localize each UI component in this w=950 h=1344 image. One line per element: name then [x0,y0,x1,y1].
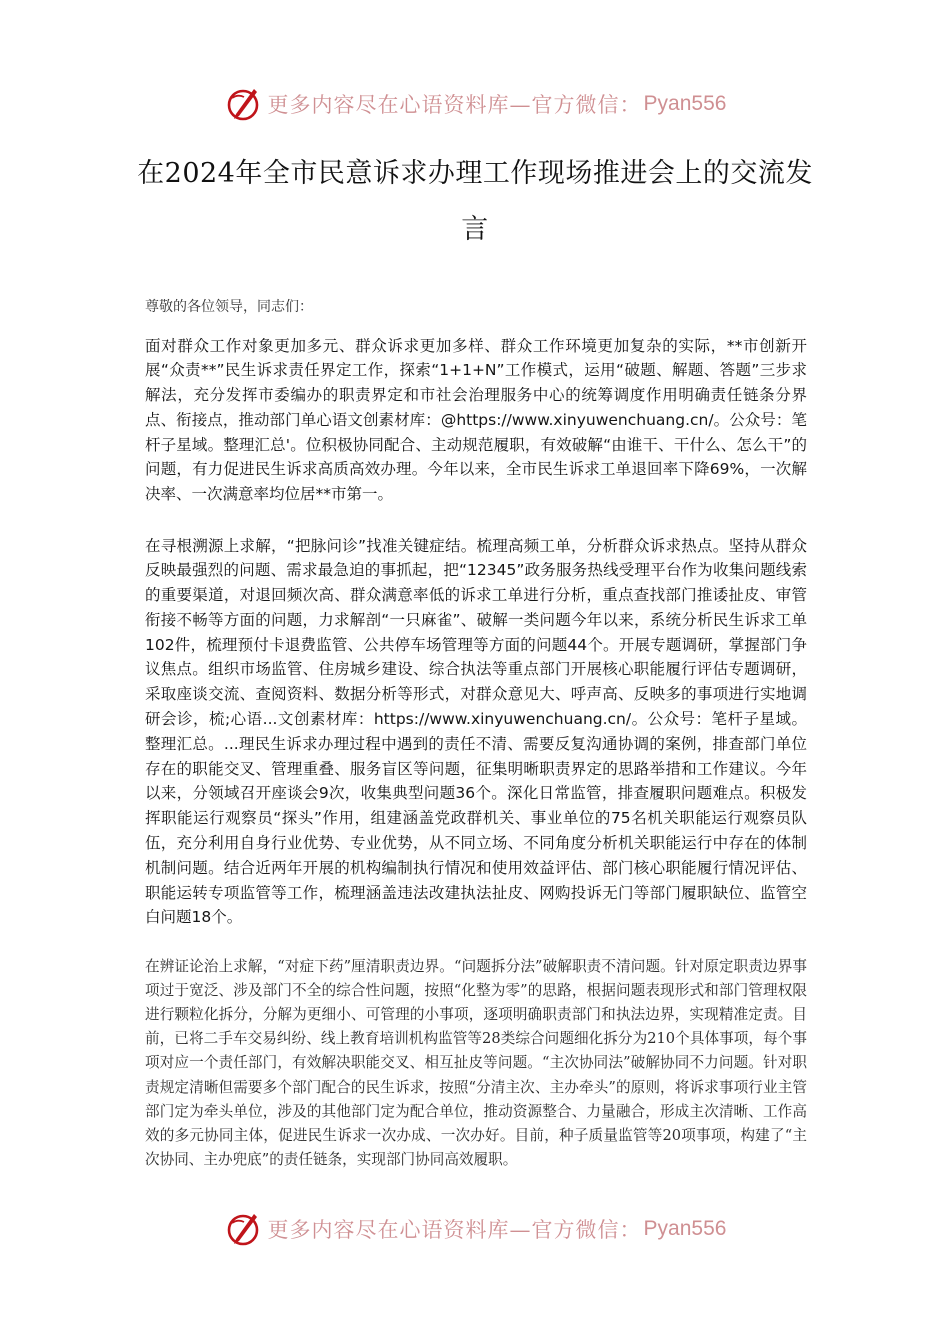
watermark-tagline: 更多内容尽在心语资料库—官方微信： [267,93,642,117]
pen-logo-icon [224,1209,264,1249]
watermark-banner-bottom [0,1207,950,1251]
watermark-wechat-id: Pyan556 [643,1217,727,1240]
watermark-banner-top [0,82,950,126]
document-title: 在2024年全市民意诉求办理工作现场推进会上的交流发言 [137,158,813,245]
greeting: 尊敬的各位领导，同志们： [145,299,313,315]
paragraph-dialectic: 在辨证论治上求解，“对症下药”厘清职责边界。“问题拆分法”破解职责不清问题。针对原定职责边界事项过于宽泛、涉及部门不全的综合性问题，按照“化整为零”的思路，根据问题表现形式和部门管理权限进行颗粒化拆分，分解为更细小、可管理的小事项，逐项明确职责部门和执法边界，实现精准定责。目前，已将二手车交易纠纷、线上教育培训机构监管等28类综合问题细化拆分为210个具体事项，每个事项对应一个责任部门，有效解决职能交叉、相互扯皮等问题。“主次协同法”破解协同不力问题。针对职责规定清晰但需要多个部门配合的民生诉求，按照“分清主次、主办牵头”的原则，将诉求事项行业主管部门定为牵头单位，涉及的其他部门定为配合单位，推动资源整合、力量融合，形成主次清晰、工作高效的多元协同主体，促进民生诉求一次办成、一次办好。目前，种子质量监管等20项事项，构建了“主次协同、主办兜底”的责任链条，实现部门协同高效履职。 [145,957,807,1169]
pen-logo-icon [224,84,264,124]
paragraph-intro: 面对群众工作对象更加多元、群众诉求更加多样、群众工作环境更加复杂的实际，**市创新开展“众责**”民生诉求责任界定工作，探索“1+1+N”工作模式，运用“破题、解题、答题”三步求解法，充分发挥市委编办的职责界定和市社会治理服务中心的统筹调度作用明确责任链条分界点、衔接点，推动部门单心语文创素材库：@https://www.xinyuwenchuang.cn/。公众号：笔杆子星域。整理汇总'。位积极协同配合、主动规范履职，有效破解“由谁干、干什么、怎么干”的问题，有力促进民生诉求高质高效办理。今年以来，全市民生诉求工单退回率下降69%，一次解决率、一次满意率均位居**市第一。 [145,336,807,504]
paragraph-root-cause: 在寻根溯源上求解，“把脉问诊”找准关键症结。梳理高频工单，分析群众诉求热点。坚持从群众反映最强烈的问题、需求最急迫的事抓起，把“12345”政务服务热线受理平台作为收集问题线索的重要渠道，对退回频次高、群众满意率低的诉求工单进行分析，重点查找部门推诿扯皮、审管衔接不畅等方面的问题，力求解剖“一只麻雀”、破解一类问题今年以来，系统分析民生诉求工单102件，梳理预付卡退费监管、公共停车场管理等方面的问题44个。开展专题调研，掌握部门争议焦点。组织市场监管、住房城乡建设、综合执法等重点部门开展核心职能履行评估专题调研，采取座谈交流、查阅资料、数据分析等形式，对群众意见大、呼声高、反映多的事项进行实地调研会诊，梳;心语...文创素材库：https://www.xinyuwenchuang.cn/。公众号：笔杆子星域。整理汇总。...理民生诉求办理过程中遇到的责任不清、需要反复沟通协调的案例，排查部门单位存在的职能交叉、管理重叠、服务盲区等问题，征集明晰职责界定的思路举措和工作建议。今年以来，分领域召开座谈会9次，收集典型问题36个。深化日常监管，排查履职问题难点。积极发挥职能运行观察员“探头”作用，组建涵盖党政群机关、事业单位的75名机关职能运行观察员队伍，充分利用自身行业优势、专业优势，从不同立场、不同角度分析机关职能运行中存在的体制机制问题。结合近两年开展的机构编制执行情况和使用效益评估、部门核心职能履行情况评估、职能运转专项监管等工作，梳理涵盖违法改建执法扯皮、网购投诉无门等部门履职缺位、监管空白问题18个。 [145,536,807,927]
watermark-tagline: 更多内容尽在心语资料库—官方微信： [267,1218,642,1242]
watermark-wechat-id: Pyan556 [643,92,727,115]
